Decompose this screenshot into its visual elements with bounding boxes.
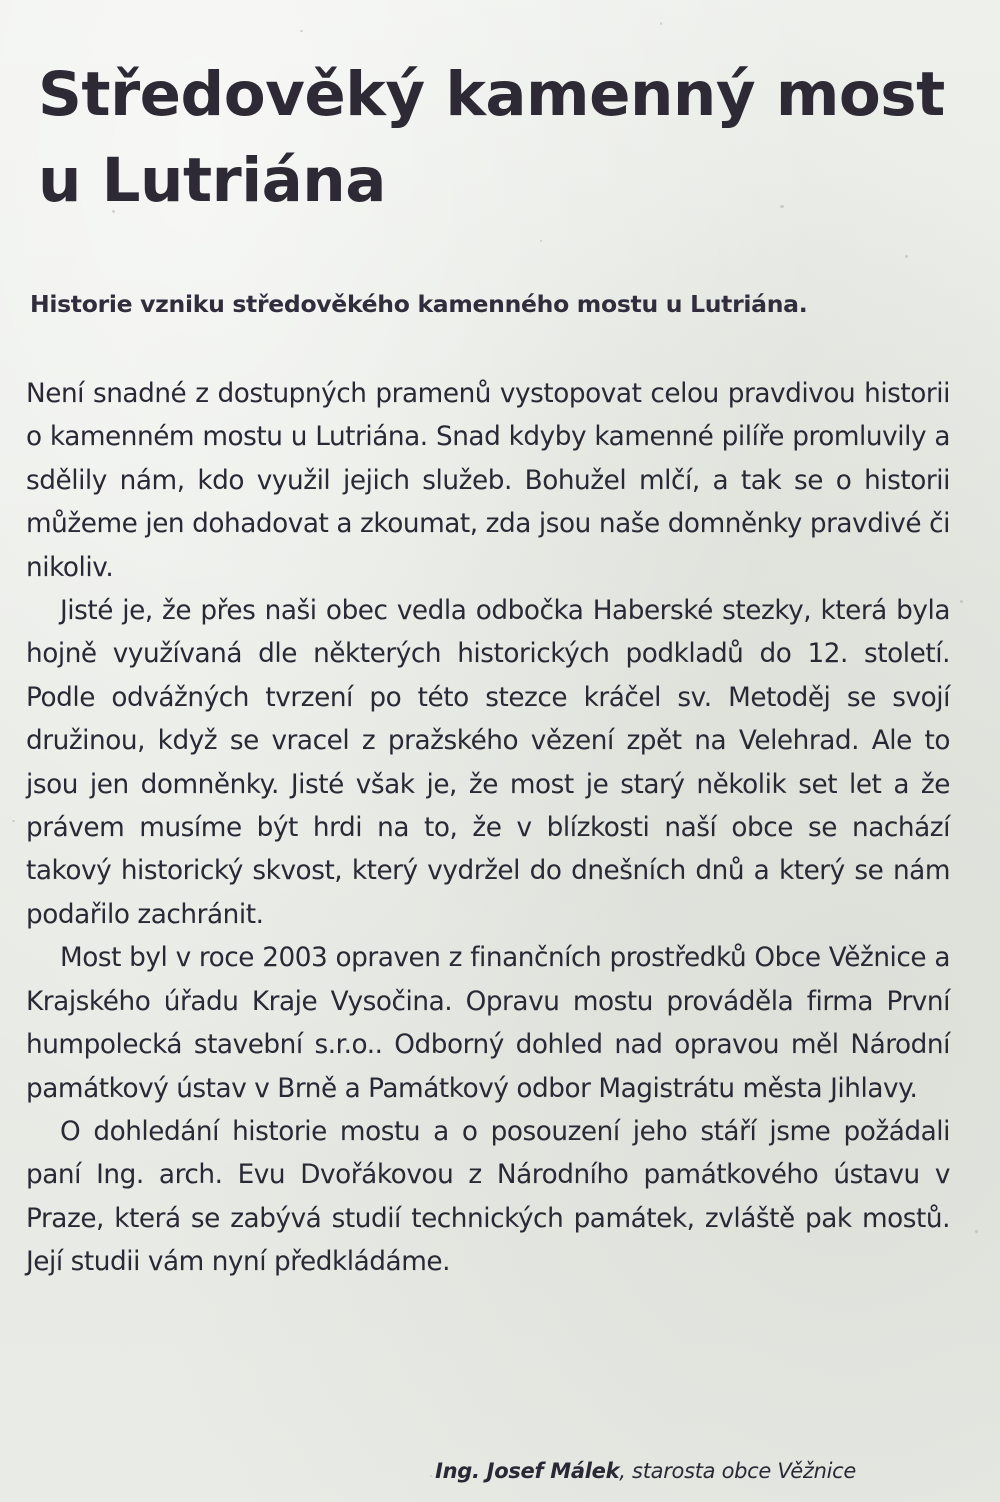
texture-speck <box>905 255 908 258</box>
sign-subtitle: Historie vzniku středověkého kamenného mostu u Lutriána. <box>30 290 808 318</box>
texture-speck <box>975 1230 978 1233</box>
paragraph-haberska-stezka: Jisté je, že přes naši obec vedla odbočka Haberské stezky, která byla hojně využívaná dle některých historických podkladů do 12. století. Podle odvážných tvrzení po této stezce kráčel sv. Metoděj se svojí družinou, když se vracel z pražského vězení zpět na Velehrad. Ale to jsou jen domněnky. Jisté však je, že most je starý několik set let a že právem musíme být hrdi na to, že v blízkosti naší obce se nachází takový historický skvost, který vydržel do dnešních dnů a který se nám podařilo zachránit. <box>26 596 950 930</box>
texture-speck <box>12 820 15 822</box>
sign-title: Středověký kamenný most u Lutriána <box>38 59 945 216</box>
texture-speck <box>960 600 963 603</box>
signature-role: , starosta obce Věžnice <box>619 1459 856 1483</box>
sign-body-text <box>26 373 950 1285</box>
paragraph-intro: Není snadné z dostupných pramenů vystopovat celou pravdivou historii o kamenném mostu u Lutriána. Snad kdyby kamenné pilíře promluvily a sdělily nám, kdo využil jejich služeb. Bohužel mlčí, a tak se o historii můžeme jen dohadovat a zkoumat, zda jsou naše domněnky pravdivé či nikoliv. <box>26 379 950 583</box>
signature-name: Ing. Josef Málek <box>435 1459 620 1483</box>
signature <box>435 1456 856 1486</box>
paragraph-studie: O dohledání historie mostu a o posouzení jeho stáří jsme požádali paní Ing. arch. Evu Dvořákovou z Národního památkového ústavu v Praze, která se zabývá studií technických památek, zvláště pak mostů. Její studii vám nyní předkládáme. <box>26 1116 950 1278</box>
texture-speck <box>540 240 542 242</box>
paragraph-oprava-mostu: Most byl v roce 2003 opraven z finančních prostředků Obce Věžnice a Krajského úřadu Kraje Vysočina. Opravu mostu prováděla firma První humpolecká stavební s.r.o.. Odborný dohled nad opravou měl Národní památkový ústav v Brně a Památkový odbor Magistrátu města Jihlavy. <box>26 943 950 1104</box>
texture-speck <box>300 30 303 32</box>
texture-speck <box>660 22 662 25</box>
texture-speck <box>430 1475 432 1477</box>
